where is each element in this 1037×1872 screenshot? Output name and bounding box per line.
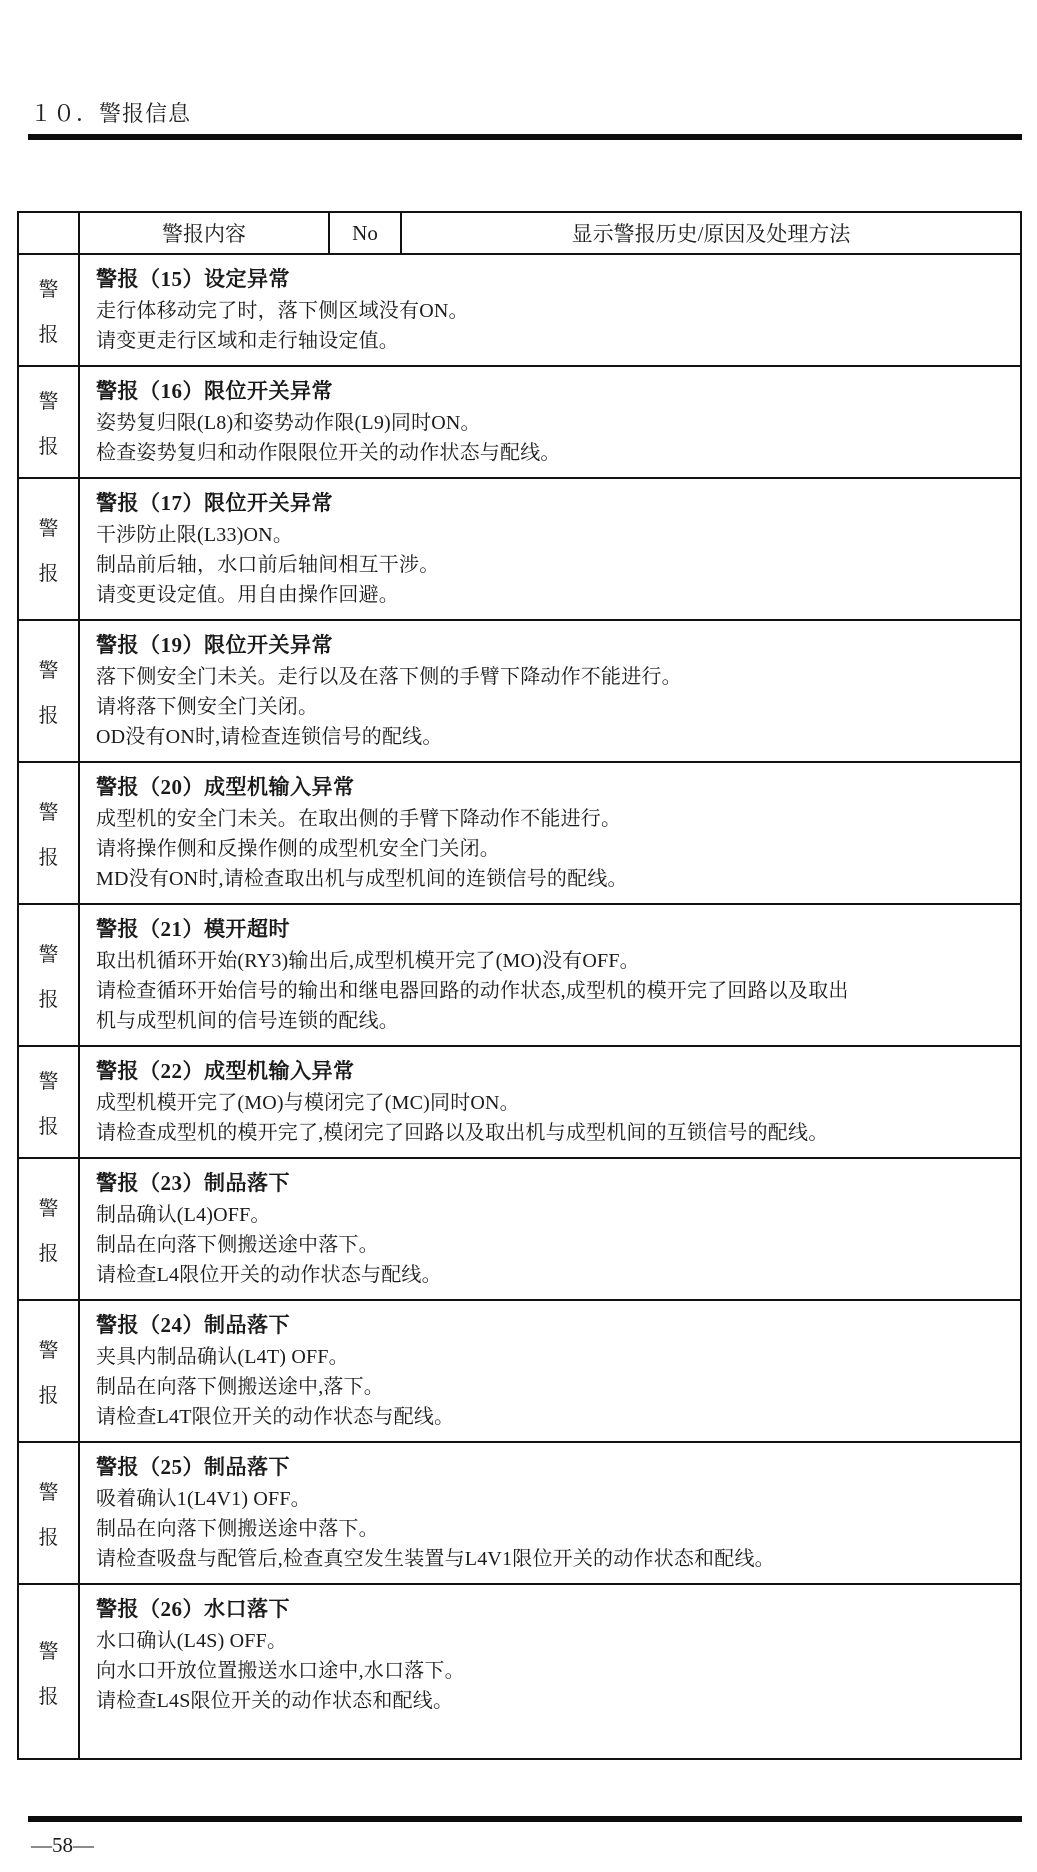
alarm-line: 夹具内制品确认(L4T) OFF。 [96, 1346, 349, 1368]
alarm-row-label-char: 报 [38, 1527, 59, 1549]
alarm-title: 警报（22）成型机输入异常 [96, 1059, 355, 1083]
page-title: １０．警报信息 [30, 101, 192, 126]
title-rule [28, 134, 1022, 140]
alarm-line: 请检查L4T限位开关的动作状态与配线。 [96, 1406, 455, 1428]
alarm-row-label [18, 1300, 79, 1442]
alarm-line: 走行体移动完了时，落下侧区域没有ON。 [96, 300, 469, 322]
alarm-row [18, 478, 1021, 620]
alarm-line: 制品在向落下侧搬送途中,落下。 [96, 1376, 384, 1398]
header-cell-label [18, 212, 79, 254]
alarm-row-content [79, 1442, 1021, 1584]
alarm-row-content [79, 1046, 1021, 1158]
alarm-title: 警报（21）模开超时 [96, 917, 290, 941]
alarm-row-label [18, 1046, 79, 1158]
alarm-row-label-char: 报 [38, 989, 59, 1011]
alarm-row-label-stack [19, 512, 78, 586]
footer-rule [28, 1816, 1022, 1822]
alarm-row-label [18, 1158, 79, 1300]
alarm-line: 水口确认(L4S) OFF。 [96, 1630, 288, 1652]
alarm-row [18, 1300, 1021, 1442]
header-row [18, 212, 1021, 254]
alarm-table-header [18, 212, 1021, 254]
alarm-row-label [18, 254, 79, 366]
alarm-row-label-stack [19, 1635, 78, 1709]
alarm-table-body [18, 254, 1021, 1759]
alarm-line: 机与成型机间的信号连锁的配线。 [96, 1010, 399, 1032]
alarm-row [18, 254, 1021, 366]
alarm-row-label-char: 警 [38, 944, 59, 966]
alarm-row-content [79, 1584, 1021, 1759]
alarm-title: 警报（16）限位开关异常 [96, 379, 333, 403]
alarm-line: MD没有ON时,请检查取出机与成型机间的连锁信号的配线。 [96, 868, 628, 890]
alarm-row-label-char: 警 [38, 802, 59, 824]
alarm-row-label-char: 警 [38, 518, 59, 540]
alarm-line: 请将操作侧和反操作侧的成型机安全门关闭。 [96, 838, 500, 860]
alarm-title: 警报（15）设定异常 [96, 267, 290, 291]
alarm-row-label-stack [19, 1192, 78, 1266]
alarm-line: 干涉防止限(L33)ON。 [96, 524, 294, 546]
alarm-line: 取出机循环开始(RY3)输出后,成型机模开完了(MO)没有OFF。 [96, 950, 640, 972]
alarm-row-label [18, 620, 79, 762]
header-cell-desc: 显示警报历史/原因及处理方法 [401, 212, 1021, 254]
alarm-row-content [79, 904, 1021, 1046]
alarm-title: 警报（19）限位开关异常 [96, 633, 333, 657]
alarm-row-label-char: 警 [38, 1198, 59, 1220]
alarm-row-label-stack [19, 385, 78, 459]
alarm-row-content [79, 366, 1021, 478]
alarm-row-label-char: 报 [38, 324, 59, 346]
alarm-line: 成型机模开完了(MO)与模闭完了(MC)同时ON。 [96, 1092, 520, 1114]
alarm-line: 请检查L4S限位开关的动作状态和配线。 [96, 1690, 454, 1712]
alarm-row [18, 1584, 1021, 1759]
alarm-row-label-char: 报 [38, 436, 59, 458]
alarm-row [18, 1442, 1021, 1584]
alarm-row-label-char: 报 [38, 847, 59, 869]
alarm-title: 警报（26）水口落下 [96, 1597, 290, 1621]
alarm-line: 吸着确认1(L4V1) OFF。 [96, 1488, 311, 1510]
alarm-row-label-char: 报 [38, 1243, 59, 1265]
alarm-row-label-stack [19, 938, 78, 1012]
alarm-line: 请检查循环开始信号的输出和继电器回路的动作状态,成型机的模开完了回路以及取出 [96, 980, 849, 1002]
alarm-row-label-char: 警 [38, 1482, 59, 1504]
alarm-line: 成型机的安全门未关。在取出侧的手臂下降动作不能进行。 [96, 808, 622, 830]
alarm-line: 制品在向落下侧搬送途中落下。 [96, 1518, 379, 1540]
alarm-line: 请检查吸盘与配管后,检查真空发生装置与L4V1限位开关的动作状态和配线。 [96, 1548, 775, 1570]
alarm-row-label-char: 报 [38, 563, 59, 585]
alarm-line: OD没有ON时,请检查连锁信号的配线。 [96, 726, 443, 748]
alarm-row-label-char: 警 [38, 660, 59, 682]
alarm-row-label-char: 警 [38, 391, 59, 413]
alarm-row-label-char: 警 [38, 279, 59, 301]
alarm-row-label-char: 报 [38, 1116, 59, 1138]
alarm-row-label-char: 报 [38, 1685, 59, 1708]
alarm-row-label [18, 1584, 79, 1759]
alarm-row-label-stack [19, 796, 78, 870]
alarm-row-label [18, 1442, 79, 1584]
alarm-line: 制品在向落下侧搬送途中落下。 [96, 1234, 379, 1256]
alarm-line: 制品前后轴，水口前后轴间相互干涉。 [96, 554, 440, 576]
alarm-row-label [18, 762, 79, 904]
alarm-line: 请将落下侧安全门关闭。 [96, 696, 319, 718]
alarm-row [18, 620, 1021, 762]
alarm-row-label [18, 478, 79, 620]
alarm-line: 向水口开放位置搬送水口途中,水口落下。 [96, 1660, 465, 1682]
alarm-line: 请变更设定值。用自由操作回避。 [96, 584, 399, 606]
alarm-row [18, 762, 1021, 904]
header-cell-no: No [329, 212, 401, 254]
alarm-row-label-char: 报 [38, 705, 59, 727]
alarm-row-label-stack [19, 1334, 78, 1408]
alarm-row-content [79, 762, 1021, 904]
page-number: —58— [31, 1833, 94, 1857]
alarm-row-label-stack [19, 654, 78, 728]
alarm-row [18, 366, 1021, 478]
alarm-row-label-char: 报 [38, 1385, 59, 1407]
alarm-table [17, 211, 1022, 1760]
alarm-row-label-char: 警 [38, 1071, 59, 1093]
alarm-row-label-char: 警 [38, 1340, 59, 1362]
alarm-row-content [79, 254, 1021, 366]
alarm-title: 警报（17）限位开关异常 [96, 491, 333, 515]
alarm-line: 落下侧安全门未关。走行以及在落下侧的手臂下降动作不能进行。 [96, 666, 682, 688]
alarm-row-label-stack [19, 273, 78, 347]
alarm-row-label [18, 366, 79, 478]
alarm-row-content [79, 478, 1021, 620]
alarm-row [18, 904, 1021, 1046]
alarm-row-label [18, 904, 79, 1046]
alarm-line: 请检查L4限位开关的动作状态与配线。 [96, 1264, 442, 1286]
alarm-title: 警报（25）制品落下 [96, 1455, 290, 1479]
alarm-line: 制品确认(L4)OFF。 [96, 1204, 271, 1226]
alarm-row [18, 1046, 1021, 1158]
alarm-line: 检查姿势复归和动作限限位开关的动作状态与配线。 [96, 442, 561, 464]
alarm-row-label-stack [19, 1476, 78, 1550]
alarm-line: 姿势复归限(L8)和姿势动作限(L9)同时ON。 [96, 412, 481, 434]
alarm-row [18, 1158, 1021, 1300]
alarm-row-label-stack [19, 1065, 78, 1139]
alarm-title: 警报（23）制品落下 [96, 1171, 290, 1195]
alarm-row-label-char: 警 [38, 1640, 59, 1663]
alarm-title: 警报（24）制品落下 [96, 1313, 290, 1337]
alarm-title: 警报（20）成型机输入异常 [96, 775, 355, 799]
alarm-row-content [79, 620, 1021, 762]
alarm-line: 请变更走行区域和走行轴设定值。 [96, 330, 399, 352]
alarm-row-content [79, 1300, 1021, 1442]
alarm-line: 请检查成型机的模开完了,模闭完了回路以及取出机与成型机间的互锁信号的配线。 [96, 1122, 829, 1144]
alarm-row-content [79, 1158, 1021, 1300]
header-cell-content: 警报内容 [79, 212, 329, 254]
